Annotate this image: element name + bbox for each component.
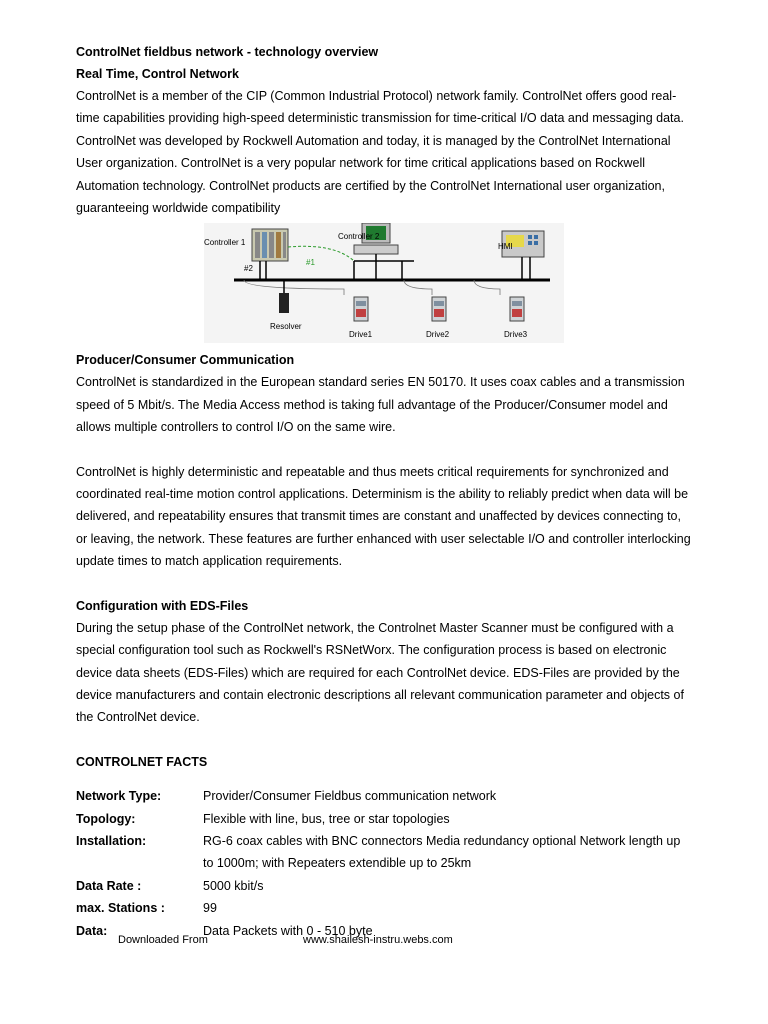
facts-key: Data: [76, 923, 108, 938]
section-heading-producer-consumer: Producer/Consumer Communication [76, 353, 295, 368]
footer-downloaded-from: Downloaded From [118, 934, 208, 946]
hmi-label: HMI [498, 242, 513, 252]
facts-row [76, 875, 693, 897]
facts-row [76, 897, 693, 919]
network-diagram-svg [204, 223, 564, 343]
resolver-label: Resolver [270, 322, 302, 332]
drive2-icon [432, 297, 446, 321]
controller1-label: Controller 1 [204, 238, 246, 248]
link2-label: #2 [244, 264, 253, 274]
link1-label: #1 [306, 258, 315, 268]
document-page [76, 41, 693, 942]
controller1-rack-icon [252, 229, 288, 261]
facts-key: max. Stations : [76, 901, 165, 916]
drive3-label: Drive3 [504, 330, 528, 340]
paragraph-producer-consumer-2: ControlNet is highly deterministic and repeatable and thus meets critical requirements for synchronized and coordinated real-time motion control applications. Determinism is the ability to reliably predict when data will be delivered, and repeatability ensures that transmit times are constant and unaffected by devices connecting to, or leaving, the network. These features are further enhanced with user selectable I/O and controller interlocking update times to match application requirements. [76, 464, 691, 569]
paragraph-producer-consumer-1: ControlNet is standardized in the European standard series EN 50170. It uses coax cables and a transmission speed of 5 Mbit/s. The Media Access method is taking full advantage of the Producer/Consumer model and allows multiple controllers to control I/O on the same wire. [76, 375, 685, 435]
facts-value: 99 [203, 901, 217, 916]
section-heading-eds: Configuration with EDS-Files [76, 598, 249, 613]
facts-value: RG-6 coax cables with BNC connectors Media redundancy optional Network length up to 1000m; with Repeaters extendible up to 25km [203, 834, 681, 871]
facts-row [76, 830, 693, 875]
paragraph-eds: During the setup phase of the ControlNet network, the Controlnet Master Scanner must be configured with a special configuration tool such as Rockwell's RSNetWorx. The configuration process is based on electronic device data sheets (EDS-Files) which are required for each ControlNet device. EDS-Files are provided by the device manufacturers and contain electronic descriptions all relevant communication parameter and objects of the ControlNet device. [76, 620, 684, 725]
facts-row [76, 785, 693, 807]
controller2-label: Controller 2 [338, 232, 380, 242]
facts-row [76, 808, 693, 830]
drive3-icon [510, 297, 524, 321]
facts-value: Flexible with line, bus, tree or star topologies [203, 811, 450, 826]
facts-value: 5000 kbit/s [203, 878, 264, 893]
drive1-icon [354, 297, 368, 321]
document-title: ControlNet fieldbus network - technology overview [76, 45, 379, 59]
facts-heading: CONTROLNET FACTS [76, 754, 208, 769]
network-diagram [204, 223, 564, 343]
drive2-label: Drive2 [426, 330, 450, 340]
facts-value: Provider/Consumer Fieldbus communication network [203, 789, 497, 804]
section-heading-realtime: Real Time, Control Network [76, 67, 239, 81]
facts-key: Installation: [76, 834, 147, 849]
facts-value: Data Packets with 0 - 510 byte [203, 923, 373, 938]
drive1-label: Drive1 [349, 330, 373, 340]
facts-table [76, 785, 693, 942]
facts-key: Data Rate : [76, 878, 142, 893]
facts-key: Topology: [76, 811, 136, 826]
facts-key: Network Type: [76, 789, 162, 804]
paragraph-realtime: ControlNet is a member of the CIP (Common Industrial Protocol) network family. ControlNet offers good real-time capabilities providing high-speed deterministic transmission for time-critical I/O data and messaging data. ControlNet was developed by Rockwell Automation and today, it is managed by the ControlNet International User organization. ControlNet is a very popular network for time critical applications based on Rockwell Automation technology. ControlNet products are certified by the ControlNet International user organization, guaranteeing worldwide compatibility [76, 89, 684, 216]
footer-url: www.shailesh-instru.webs.com [303, 934, 453, 946]
